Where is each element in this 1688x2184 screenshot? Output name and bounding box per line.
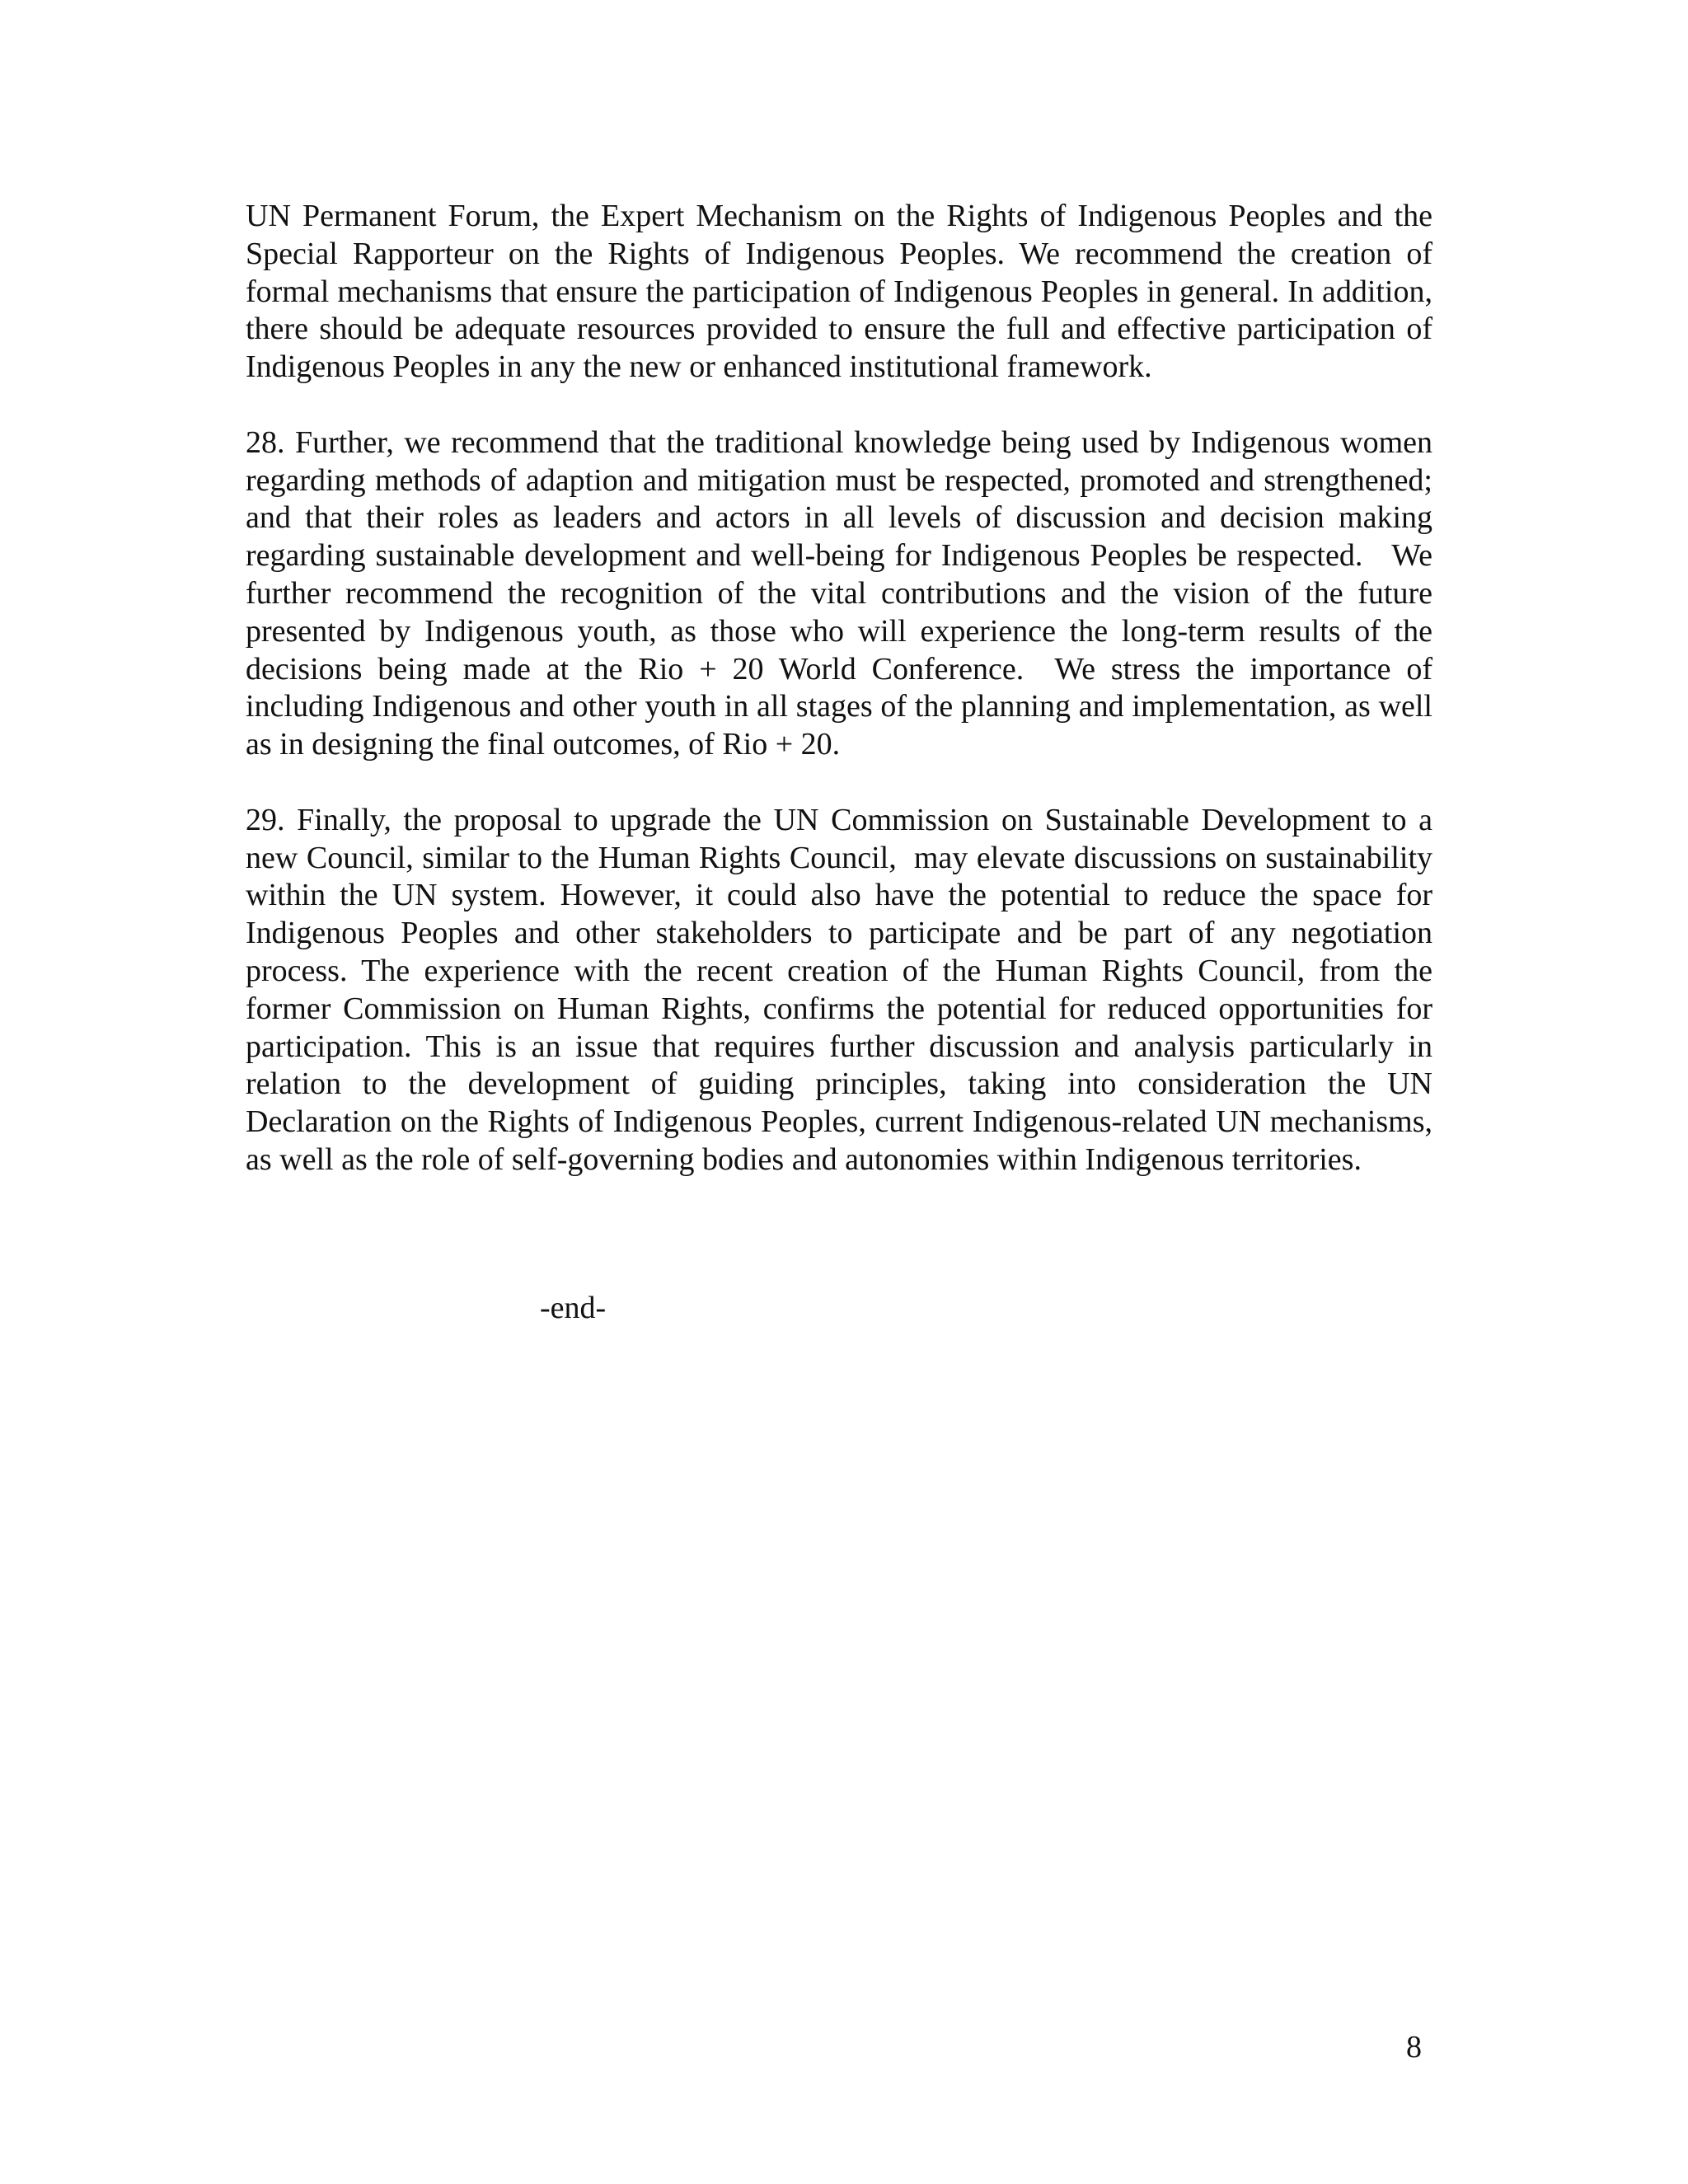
page-number: 8 xyxy=(1406,2030,1422,2064)
document-body xyxy=(246,198,1441,1217)
paragraph-28: 28. Further, we recommend that the traditional knowledge being used by Indigenous women regarding methods of adaption and mitigation must be respected, promoted and strengthened; and that their roles as leaders and actors in all levels of discussion and decision making regarding sustainable development and well-being for Indigenous Peoples be respected. We further recommend the recognition of the vital contributions and the vision of the future presented by Indigenous youth, as those who will experience the long-term results of the decisions being made at the Rio + 20 World Conference. We stress the importance of including Indigenous and other youth in all stages of the planning and implementation, as well as in designing the final outcomes, of Rio + 20. xyxy=(246,424,1441,762)
paragraph-29: 29. Finally, the proposal to upgrade the UN Commission on Sustainable Development to a new Council, similar to the Human Rights Council, may elevate discussions on sustainability within the UN system. However, it could also have the potential to reduce the space for Indigenous Peoples and other stakeholders to participate and be part of any negotiation process. The experience with the recent creation of the Human Rights Council, from the former Commission on Human Rights, confirms the potential for reduced opportunities for participation. This is an issue that requires further discussion and analysis particularly in relation to the development of guiding principles, taking into consideration the UN Declaration on the Rights of Indigenous Peoples, current Indigenous-related UN mechanisms, as well as the role of self-governing bodies and autonomies within Indigenous territories. xyxy=(246,802,1441,1177)
end-marker: -end- xyxy=(540,1291,607,1325)
paragraph-continuation: UN Permanent Forum, the Expert Mechanism on the Rights of Indigenous Peoples and the Special Rapporteur on the Rights of Indigenous Peoples. We recommend the creation of formal mechanisms that ensure the participation of Indigenous Peoples in general. In addition, there should be adequate resources provided to ensure the full and effective participation of Indigenous Peoples in any the new or enhanced institutional framework. xyxy=(246,199,1441,385)
